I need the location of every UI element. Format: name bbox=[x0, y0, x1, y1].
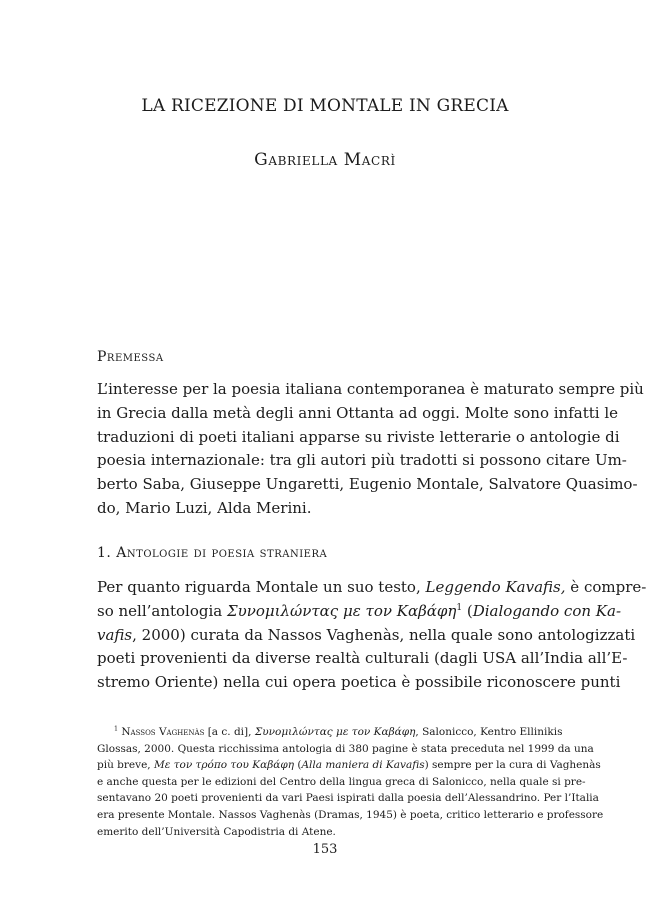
text-line bbox=[97, 741, 594, 758]
text-line bbox=[97, 807, 604, 824]
text-segment: Με τον τρόπο του Καβάφη bbox=[153, 759, 294, 772]
article-title: LA RICEZIONE DI MONTALE IN GRECIA bbox=[141, 96, 509, 116]
text-line bbox=[97, 624, 636, 648]
text-line bbox=[97, 647, 628, 671]
text-segment: [a c. di], bbox=[204, 726, 255, 738]
section-heading-premessa: Premessa bbox=[97, 349, 164, 365]
text-segment: ( bbox=[462, 601, 473, 620]
paragraph-premessa bbox=[97, 378, 644, 521]
text-line bbox=[97, 600, 622, 624]
footnote bbox=[97, 724, 604, 840]
text-segment: sentavano 20 poeti provenienti da vari Paesi ispirati dalla poesia dell’Alessandrino. Per l’Italia bbox=[97, 792, 599, 805]
text-line bbox=[97, 824, 556, 841]
text-segment: era presente Montale. Nassos Vaghenàs (Dramas, 1945) è poeta, critico letterario e professore bbox=[97, 808, 604, 821]
page-number: 153 bbox=[312, 842, 338, 857]
author-name: Gabriella Macrì bbox=[254, 150, 396, 170]
text-line: poesia internazionale: tra gli autori più tradotti si possono citare Um- bbox=[97, 451, 627, 470]
text-segment: Συνομιλώντας με τον Καβάφη bbox=[254, 726, 416, 738]
text-segment: Nassos Vaghenàs bbox=[121, 726, 205, 738]
text-segment: Glossas, 2000. Questa ricchissima antologia di 380 pagine è stata preceduta nel 1999 da una bbox=[97, 742, 594, 755]
text-line bbox=[97, 576, 647, 600]
text-segment: Alla maniera di Kavafis bbox=[301, 759, 425, 772]
section-heading-antologie: 1. Antologie di poesia straniera bbox=[97, 545, 328, 561]
text-line: traduzioni di poeti italiani apparse su riviste letterarie o antologie di bbox=[97, 427, 620, 446]
text-line: do, Mario Luzi, Alda Merini. bbox=[97, 498, 312, 517]
text-segment: poeti provenienti da diverse realtà culturali (dagli USA all’India all’E- bbox=[97, 649, 628, 668]
text-line bbox=[97, 724, 563, 741]
text-segment: più breve, bbox=[97, 759, 154, 772]
text-line bbox=[97, 671, 621, 695]
text-segment: Dialogando con Ka- bbox=[472, 601, 622, 620]
text-segment: ) sempre per la cura di Vaghenàs bbox=[424, 759, 601, 772]
paragraph-antologie bbox=[97, 576, 647, 695]
text-line: berto Saba, Giuseppe Ungaretti, Eugenio Montale, Salvatore Quasimo- bbox=[97, 475, 638, 494]
footnote-marker: 1 bbox=[456, 602, 463, 613]
text-segment: è compre- bbox=[565, 578, 647, 596]
text-segment: emerito dell’Università Capodistria di Atene. bbox=[97, 825, 336, 838]
text-line bbox=[97, 757, 601, 774]
footnote-marker: 1 bbox=[114, 725, 119, 733]
text-segment: Συνομιλώντας με τον Καβάφη bbox=[227, 601, 457, 620]
text-segment: vafis bbox=[97, 625, 133, 644]
text-segment: so nell’antologia bbox=[97, 601, 227, 620]
text-segment: e anche questa per le edizioni del Centro della lingua greca di Salonicco, nella quale si pre- bbox=[97, 775, 586, 788]
text-segment: Leggendo Kavafis, bbox=[425, 578, 566, 596]
text-segment: stremo Oriente) nella cui opera poetica è possibile riconoscere punti bbox=[97, 673, 621, 692]
text-line: in Grecia dalla metà degli anni Ottanta ad oggi. Molte sono infatti le bbox=[97, 403, 619, 422]
text-segment: , Salonicco, Kentro Ellinikis bbox=[415, 726, 563, 738]
text-line bbox=[97, 790, 599, 807]
text-segment: , 2000) curata da Nassos Vaghenàs, nella quale sono antologizzati bbox=[132, 625, 636, 644]
text-segment: ( bbox=[294, 759, 302, 772]
text-line: L’interesse per la poesia italiana contemporanea è maturato sempre più bbox=[97, 380, 644, 398]
text-line bbox=[97, 774, 586, 791]
text-segment: Per quanto riguarda Montale un suo testo, bbox=[97, 578, 426, 596]
